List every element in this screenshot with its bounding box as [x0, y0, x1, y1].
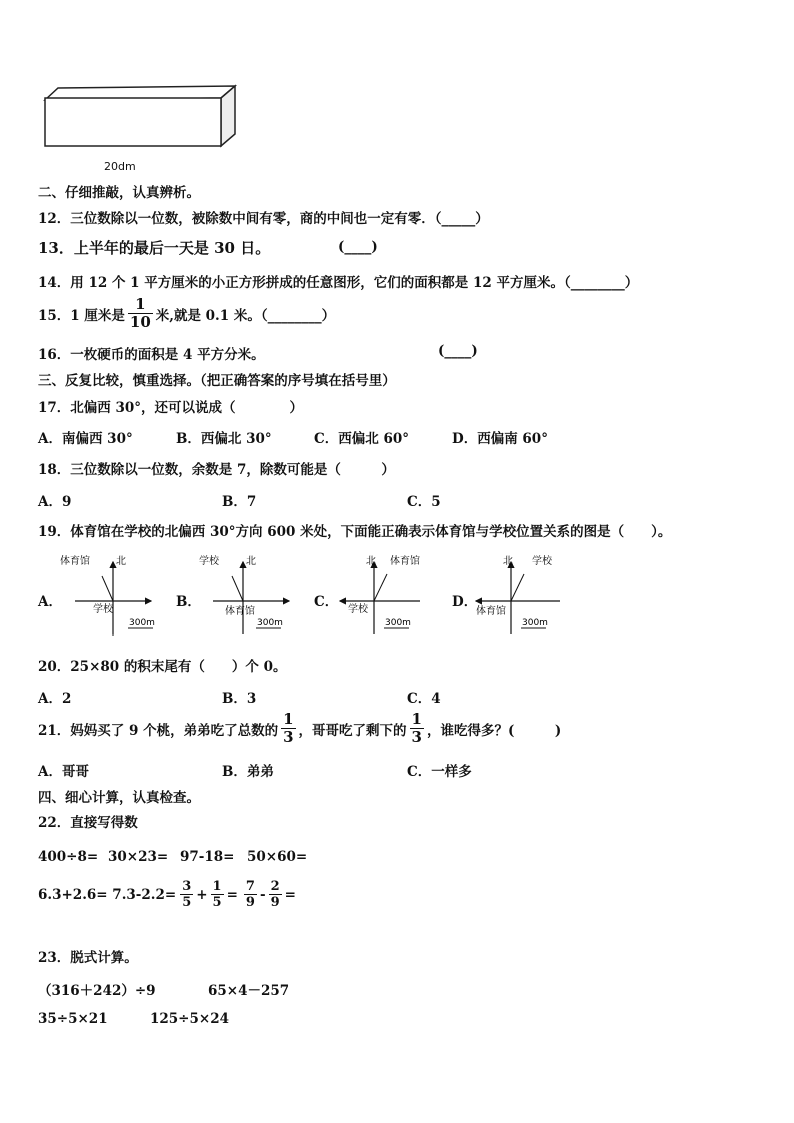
q23-item-2: 65×4－257: [208, 983, 290, 999]
school-label: 学校: [532, 556, 552, 567]
q22-title: 22．直接写得数: [38, 815, 138, 831]
q19-diagram-a: [55, 552, 160, 637]
school-label: 学校: [348, 604, 368, 615]
q20-option-c[interactable]: C．4: [407, 691, 441, 707]
q14-text: 14．用 12 个 1 平方厘米的小正方形拼成的任意图形，它们的面积都是 12 平方厘米。（________）: [38, 275, 639, 291]
gym-label: 体育馆: [60, 556, 90, 567]
section2-title: 二、仔细推敲，认真辨析。: [38, 185, 200, 201]
gym-label: 体育馆: [476, 606, 506, 617]
q17-option-d[interactable]: D．西偏南 60°: [452, 431, 548, 447]
q21-line: [38, 712, 561, 745]
q19-text: 19．体育馆在学校的北偏西 30°方向 600 米处，下面能正确表示体育馆与学校位置关系的图是（ ）。: [38, 524, 672, 540]
q21-option-a[interactable]: A．哥哥: [38, 764, 89, 780]
q22-frac-a2: $\frac{1}{5}$: [212, 879, 222, 910]
q12-text: 12．三位数除以一位数，被除数中间有零，商的中间也一定有零．（_____）: [38, 211, 489, 227]
q23-item-1: （316＋242）÷9: [38, 983, 156, 999]
q21-part1: 21．妈妈买了 9 个桃，弟弟吃了总数的: [38, 722, 279, 739]
q18-option-c[interactable]: C．5: [407, 494, 441, 510]
q15-line: [38, 297, 335, 330]
scale-label: 300m: [129, 618, 155, 628]
q17-option-a[interactable]: A．南偏西 30°: [38, 431, 133, 447]
q15-fraction: [128, 297, 153, 330]
cuboid-length-label: 20dm: [104, 160, 136, 173]
section3-title: 三、反复比较，慎重选择。（把正确答案的序号填在括号里）: [38, 373, 396, 389]
q18-option-a[interactable]: A．9: [38, 494, 72, 510]
cuboid-figure: [40, 82, 240, 174]
q16-blank: (____): [438, 343, 478, 359]
q19-option-b[interactable]: B．: [176, 594, 201, 610]
q20-text: 20．25×80 的积末尾有（ ）个 0。: [38, 659, 287, 675]
q21-num2: 1: [411, 710, 422, 728]
q21-fraction-1: [281, 712, 295, 745]
q22-row2-text: 6.3+2.6= 7.3-2.2=: [38, 886, 177, 903]
q21-part3: ，谁吃得多？( ): [426, 722, 562, 739]
north-label: 北: [246, 556, 256, 567]
q19-option-a[interactable]: A．: [38, 594, 62, 610]
q15-den: 10: [129, 313, 151, 331]
q19-diagram-b: [193, 552, 298, 637]
q21-option-c[interactable]: C．一样多: [407, 764, 472, 780]
gym-label: 体育馆: [390, 556, 420, 567]
gym-label: 体育馆: [225, 606, 255, 617]
q22-item-1: 400÷8=: [38, 849, 99, 865]
q21-part2: ，哥哥吃了剩下的: [298, 722, 407, 739]
q16-text: 16．一枚硬币的面积是 4 平方分米。: [38, 347, 265, 363]
q19-diagram-d: [470, 552, 575, 637]
q21-fraction-2: [410, 712, 424, 745]
q21-den1: 3: [283, 728, 294, 746]
school-label: 学校: [93, 604, 113, 615]
north-label: 北: [366, 556, 376, 567]
q18-option-b[interactable]: B．7: [222, 494, 257, 510]
q15-num: 1: [135, 295, 146, 313]
q22-frac-b2: $\frac{2}{9}$: [270, 879, 280, 910]
q19-option-d[interactable]: D．: [452, 594, 478, 610]
scale-label: 300m: [257, 618, 283, 628]
north-label: 北: [116, 556, 126, 567]
q17-option-c[interactable]: C．西偏北 60°: [314, 431, 409, 447]
q22-item-4: 50×60=: [247, 849, 308, 865]
q21-option-b[interactable]: B．弟弟: [222, 764, 274, 780]
q19-diagram-c: [330, 552, 435, 637]
q23-title: 23．脱式计算。: [38, 950, 138, 966]
q13-text: 13．上半年的最后一天是 30 日。: [38, 239, 271, 257]
q15-suffix: 米,就是 0.1 米。（________）: [155, 307, 336, 324]
q17-text: 17．北偏西 30°，还可以说成（ ）: [38, 400, 304, 416]
q22-frac-a1: $\frac{3}{5}$: [182, 879, 192, 910]
scale-label: 300m: [522, 618, 548, 628]
q20-option-b[interactable]: B．3: [222, 691, 257, 707]
q22-frac-b1: $\frac{7}{9}$: [245, 879, 255, 910]
q15-prefix: 15．1 厘米是: [38, 307, 125, 324]
section4-title: 四、细心计算，认真检查。: [38, 790, 200, 806]
q19-option-c[interactable]: C．: [314, 594, 339, 610]
q13-blank: (____): [338, 239, 378, 255]
q22-item-3: 97-18=: [180, 849, 235, 865]
q23-item-3: 35÷5×21: [38, 1011, 108, 1027]
scale-label: 300m: [385, 618, 411, 628]
q21-num1: 1: [283, 710, 294, 728]
q22-row2: 6.3+2.6= 7.3-2.2= $\frac{3}{5}$ + $\frac{1}{5}$ = $\frac{7}{9}$ - $\frac{2}{9}$ =: [38, 879, 296, 910]
q20-option-a[interactable]: A．2: [38, 691, 72, 707]
q22-item-2: 30×23=: [108, 849, 169, 865]
q18-text: 18．三位数除以一位数，余数是 7，除数可能是（ ）: [38, 462, 395, 478]
q17-option-b[interactable]: B．西偏北 30°: [176, 431, 272, 447]
q23-item-4: 125÷5×24: [150, 1011, 229, 1027]
q21-den2: 3: [411, 728, 422, 746]
school-label: 学校: [199, 556, 219, 567]
north-label: 北: [503, 556, 513, 567]
